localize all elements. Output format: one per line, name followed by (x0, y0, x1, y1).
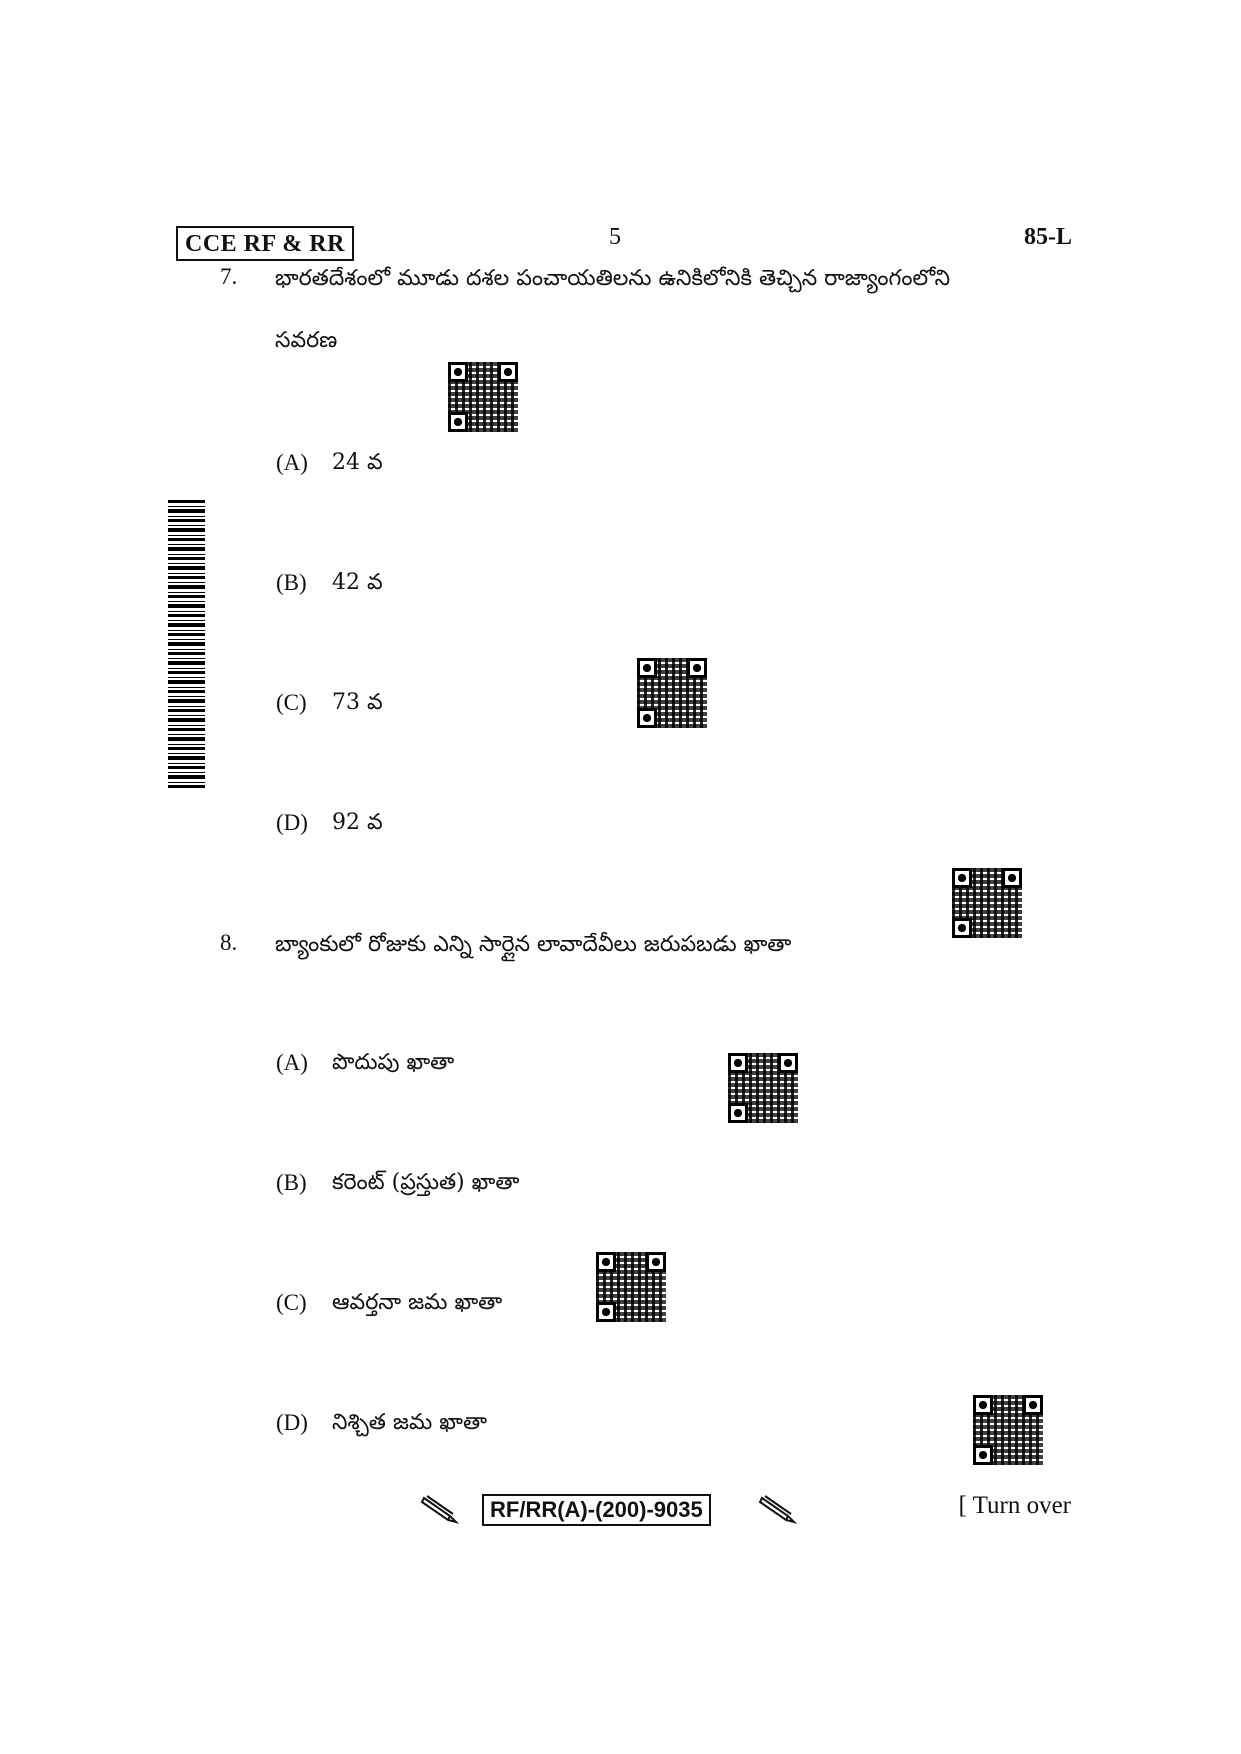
question-7-option-a-text: 24 వ (332, 450, 383, 475)
question-7-number: 7. (220, 264, 238, 289)
qr-code-icon (596, 1252, 666, 1322)
question-7-text-line-2: సవరణ (275, 328, 338, 353)
qr-code-icon (448, 362, 518, 432)
pencil-icon (420, 1490, 464, 1526)
question-8-text: బ్యాంకులో రోజుకు ఎన్ని సార్లైన లావాదేవీలు జరుపబడు ఖాతా (275, 932, 792, 957)
question-8-option-b-text: కరెంట్ (ప్రస్తుత) ఖాతా (332, 1170, 520, 1195)
question-8-option-b-label: (B) (276, 1170, 307, 1195)
turn-over-note: [ Turn over (958, 1492, 1071, 1519)
question-7-text-line-1: భారతదేశంలో మూడు దశల పంచాయతిలను ఉనికిలోనికి తెచ్చిన రాజ్యాంగంలోని (275, 266, 951, 291)
qr-code-icon (728, 1053, 798, 1123)
question-8-option-d-label: (D) (276, 1410, 308, 1435)
question-7-option-b-label: (B) (276, 570, 307, 595)
footer-paper-code: RF/RR(A)-(200)-9035 (482, 1494, 711, 1526)
qr-code-icon (973, 1395, 1043, 1465)
question-8-number: 8. (220, 930, 238, 955)
header-exam-code: CCE RF & RR (176, 226, 354, 261)
question-8-option-a-label: (A) (276, 1050, 308, 1075)
pencil-icon (758, 1490, 802, 1526)
paper-code: 85-L (1024, 224, 1072, 250)
question-7-option-c-label: (C) (276, 690, 307, 715)
question-7-option-c-text: 73 వ (332, 690, 383, 715)
question-7-option-a-label: (A) (276, 450, 308, 475)
question-7-option-d-label: (D) (276, 810, 308, 835)
question-8-option-c-text: ఆవర్తనా జమ ఖాతా (332, 1290, 503, 1315)
question-7-option-b-text: 42 వ (332, 570, 383, 595)
question-8-option-a-text: పొదుపు ఖాతా (332, 1050, 455, 1075)
barcode-icon (168, 498, 205, 788)
question-7-option-d-text: 92 వ (332, 810, 383, 835)
question-8-option-d-text: నిశ్చిత జమ ఖాతా (332, 1410, 488, 1435)
qr-code-icon (637, 658, 707, 728)
page-number: 5 (609, 224, 621, 250)
question-8-option-c-label: (C) (276, 1290, 307, 1315)
